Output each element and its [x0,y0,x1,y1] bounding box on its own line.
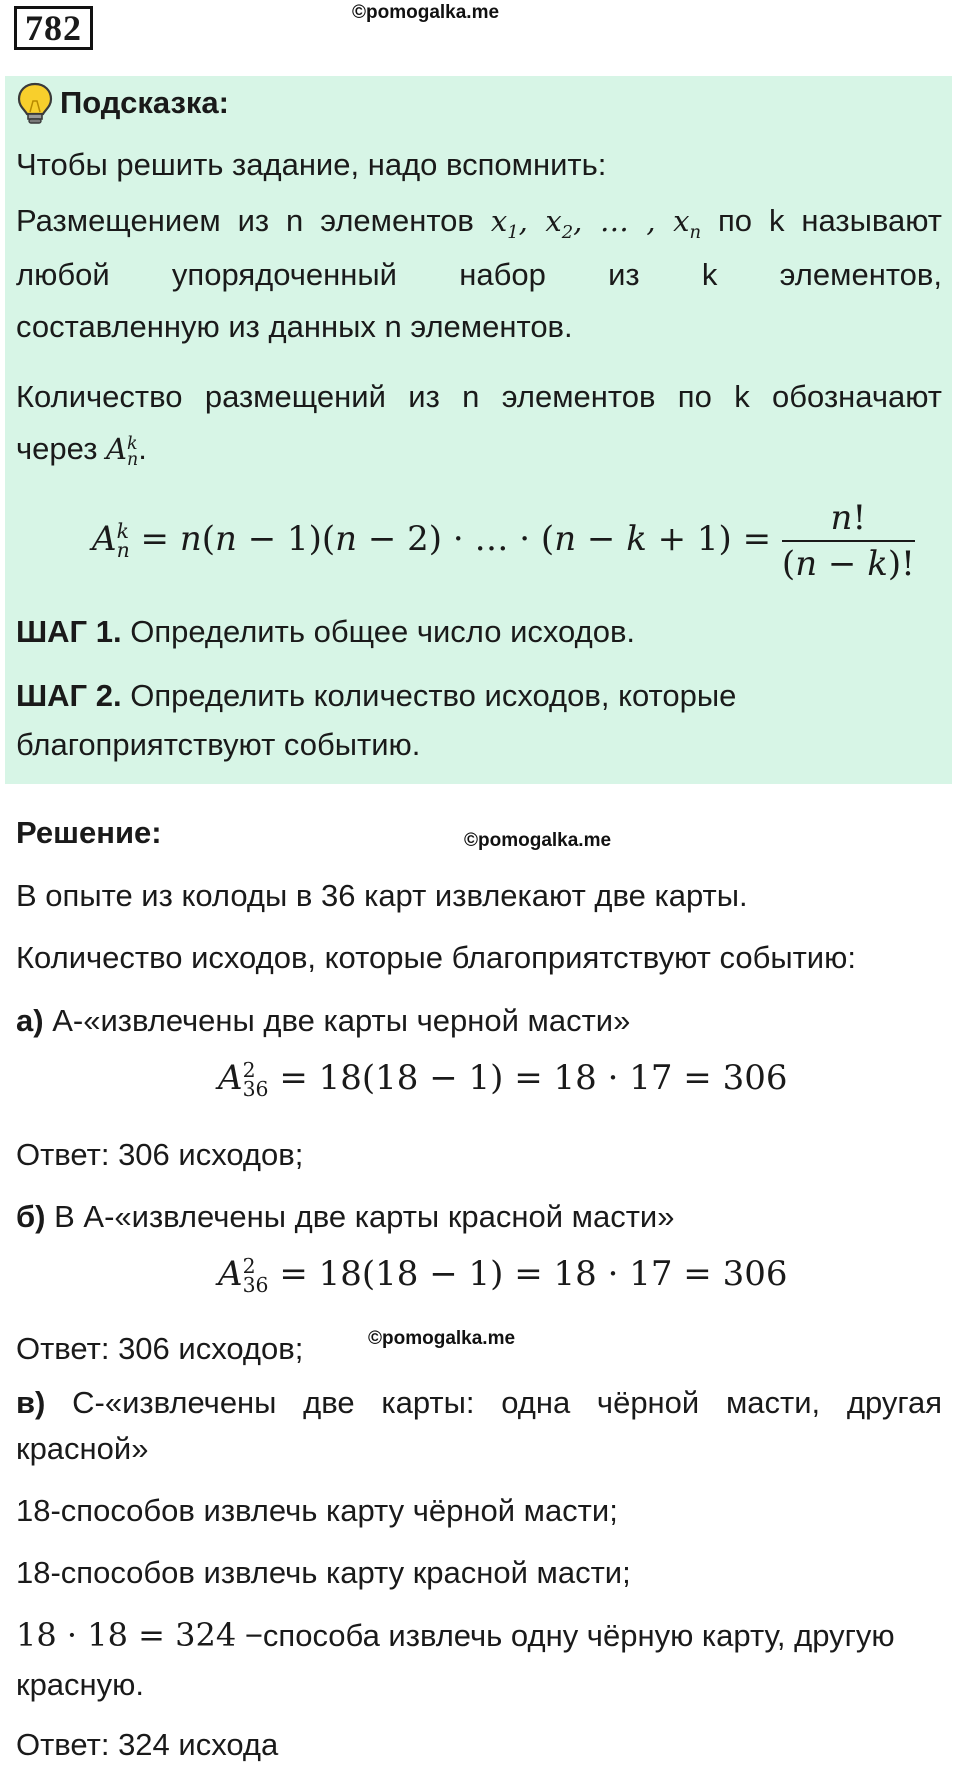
watermark-middle: ©pomogalka.me [464,830,612,851]
solution-line2: Количество исходов, которые благоприятствуют событию: [16,940,856,975]
part-c-statement-continuation: красной» [16,1431,149,1466]
part-c-line1: 18-способов извлечь карту чёрной масти; [16,1493,618,1528]
part-a-statement: а) А-«извлечены две карты черной масти» [16,1003,631,1038]
hint-intro: Чтобы решить задание, надо вспомнить: [16,147,607,182]
step-2: ШАГ 2. Определить количество исходов, которые [16,678,737,713]
part-a-formula: A 2 36 = 18(18 − 1) = 18 · 17 = 306 [218,1057,788,1102]
hint-definition-line1: Размещением из n элементов $x_1$, $x_2$, … , $x_n$ по k называют [16,203,942,243]
hint-count-line2: через A k n . [16,431,147,471]
solution-title: Решение: [16,815,162,850]
part-c-calculation-continuation: красную. [16,1667,145,1702]
task-number: 782 [14,6,93,50]
part-b-statement: б) В А-«извлечены две карты красной масти» [16,1199,675,1234]
part-b-formula: A 2 36 = 18(18 − 1) = 18 · 17 = 306 [218,1253,788,1298]
part-c-calculation: 18 · 18 = 324 −способа извлечь одну чёрную карту, другую [16,1616,895,1654]
step-2-continuation: благоприятствуют событию. [16,727,421,762]
hint-title: Подсказка: [60,85,229,120]
hint-definition-line3: составленную из данных n элементов. [16,309,573,344]
watermark-bottom: ©pomogalka.me [368,1328,516,1349]
watermark-top: ©pomogalka.me [352,2,500,23]
permutation-formula: A k n = n(n − 1)(n − 2) · … · (n − k + 1) = $\frac{n!}{(n - k)!}$ [92,498,915,584]
part-a-answer: Ответ: 306 исходов; [16,1137,304,1172]
hint-definition-line2: любой упорядоченный набор из k элементов, [16,257,942,292]
hint-count-line1: Количество размещений из n элементов по k обозначают [16,379,942,414]
notation-formula: A k n [106,432,139,471]
part-c-statement: в) С-«извлечены две карты: одна чёрной масти, другая [16,1385,942,1420]
lightbulb-icon [16,82,54,126]
part-c-line2: 18-способов извлечь карту красной масти; [16,1555,631,1590]
sequence-formula: $x_1$, $x_2$, … , $x_n$ [490,204,702,243]
step-1: ШАГ 1. Определить общее число исходов. [16,614,636,649]
solution-line1: В опыте из колоды в 36 карт извлекают две карты. [16,878,748,913]
part-b-answer: Ответ: 306 исходов; [16,1331,304,1366]
part-c-answer: Ответ: 324 исхода [16,1727,279,1762]
